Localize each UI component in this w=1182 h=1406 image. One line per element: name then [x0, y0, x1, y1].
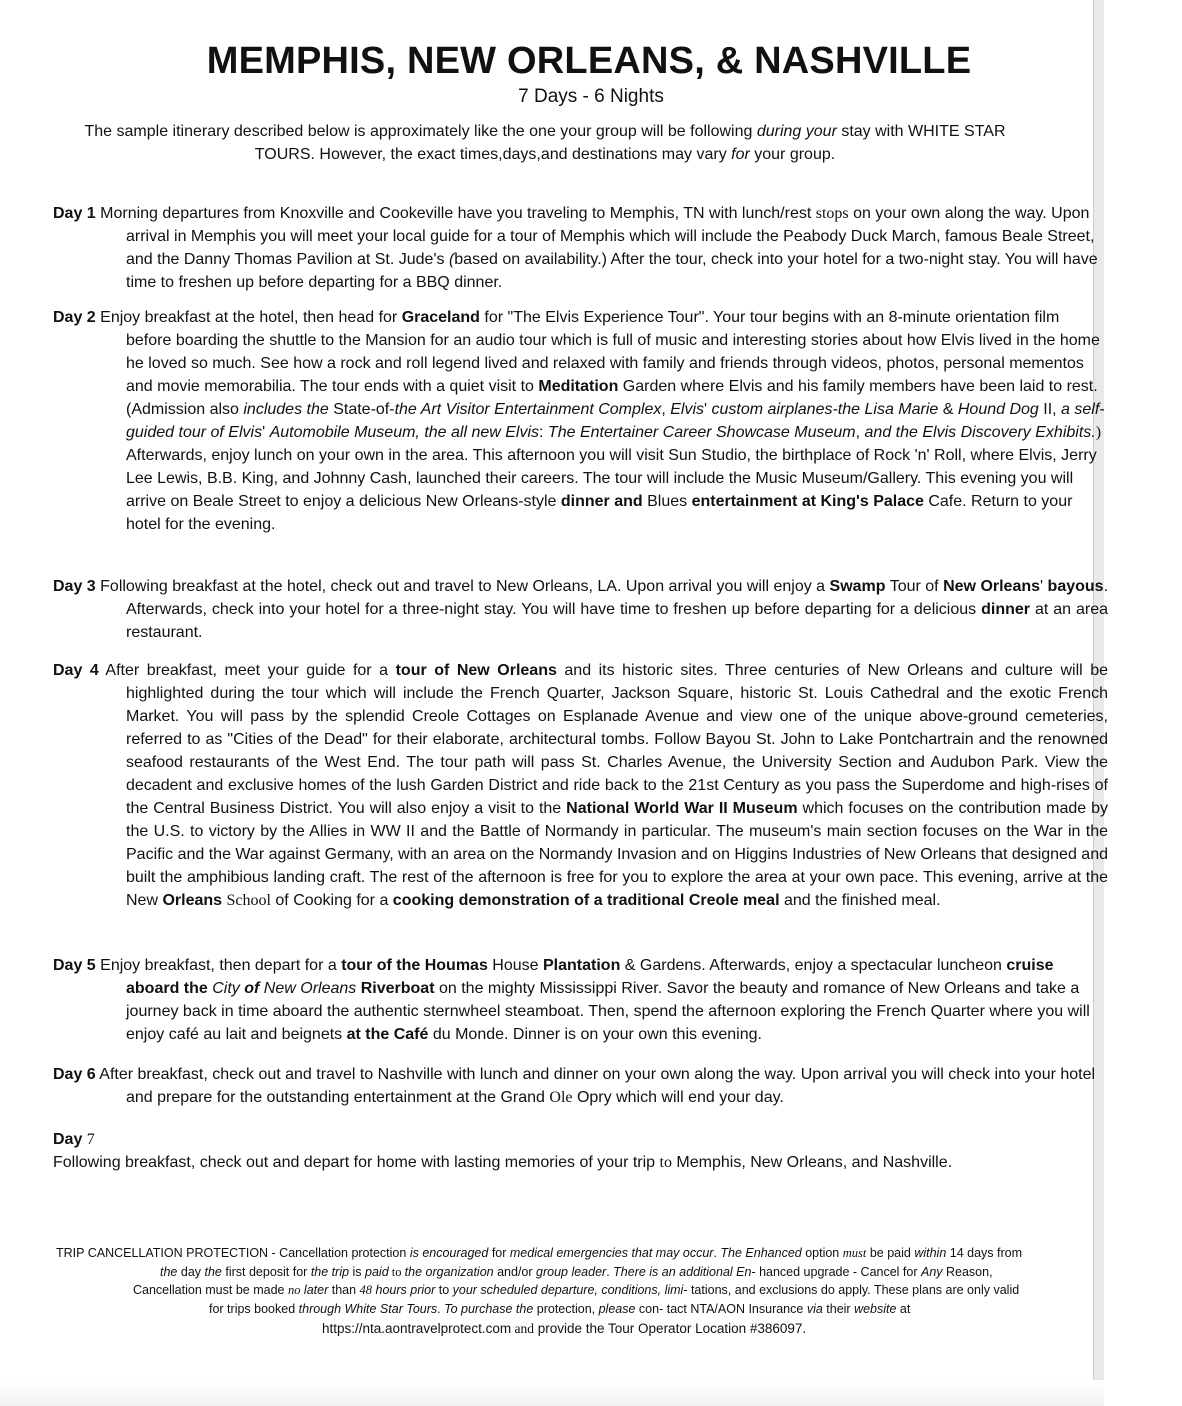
day-label: Day 4 — [53, 662, 99, 679]
footer-line: Cancellation must be made no later than 48 hours prior to your scheduled departure, conditions, limi- tations, and exclusions do apply. These plans are only valid — [133, 1283, 1020, 1297]
day-label: Day 1 — [53, 205, 96, 222]
day-2-paragraph: Day 2 Enjoy breakfast at the hotel, then head for Graceland for "The Elvis Experience Tour". Your tour begins with an 8-minute orientation film before boarding the shuttle to the Mansion for an audio tour which is full of music and interesting stories about how Elvis lived in the home he loved so much. See how a rock and roll legend lived and relaxed with family and friends through videos, photos, personal mementos and movie memorabilia. The tour ends with a quiet visit to Meditation Garden where Elvis and his family members have been laid to rest. (Admission also includes the State-of-the Art Visitor Entertainment Complex, Elvis' custom airplanes-the Lisa Marie & Hound Dog II, a self-guided tour of Elvis' Automobile Museum, the all new Elvis: The Entertainer Career Showcase Museum, and the Elvis Discovery Exhibits.) Afterwards, enjoy lunch on your own in the area. This afternoon you will visit Sun Studio, the birthplace of Rock 'n' Roll, where Elvis, Jerry Lee Lewis, B.B. King, and Johnny Cash, launched their careers. The tour will include the Music Museum/Gallery. This evening you will arrive on Beale Street to enjoy a delicious New Orleans-style dinner and Blues entertainment at King's Palace Cafe. Return to your hotel for the evening. — [53, 309, 1105, 533]
day-label: Day 3 — [53, 578, 96, 595]
page-title: MEMPHIS, NEW ORLEANS, & NASHVILLE — [206, 40, 972, 82]
day-label: Day 5 — [53, 957, 96, 974]
day-1-paragraph: Day 1 Morning departures from Knoxville and Cookeville have you traveling to Memphis, TN with lunch/rest stops on your own along the way. Upon arrival in Memphis you will meet your local guide for a tour of Memphis which will include the Peabody Duck March, famous Beale Street, and the Danny Thomas Pavilion at St. Jude's (based on availability.) After the tour, check into your hotel for a two-night stay. You will have time to freshen up before departing for a BBQ dinner. — [53, 205, 1098, 291]
footer-line: TRIP CANCELLATION PROTECTION - Cancellation protection is encouraged for medical emergencies that may occur. The Enhanced option must be paid within 14 days from — [56, 1246, 1023, 1260]
footer-line: the day the first deposit for the trip is paid to the organization and/or group leader. There is an additional En- hanced upgrade - Cancel for Any Reason, — [160, 1264, 993, 1279]
day-7-paragraph: Following breakfast, check out and depart for home with lasting memories of your trip to Memphis, New Orleans, and Nashville. — [53, 1154, 953, 1171]
day-3-paragraph: Day 3 Following breakfast at the hotel, check out and travel to New Orleans, LA. Upon arrival you will enjoy a Swamp Tour of New Orleans' bayous. Afterwards, check into your hotel for a three-night stay. You will have time to freshen up before departing for a delicious dinner at an area restaurant. — [53, 578, 1109, 641]
intro-paragraph: The sample itinerary described below is approximately like the one your group will be following during your stay with WHITE STAR TOURS. However, the exact times,days,and destinations may vary for your group. — [84, 123, 1006, 163]
cancellation-protection-footer — [40, 1244, 1050, 1339]
day-6-paragraph: Day 6 After breakfast, check out and travel to Nashville with lunch and dinner on your own along the way. Upon arrival you will check into your hotel and prepare for the outstanding entertainment at the Grand Ole Opry which will end your day. — [53, 1066, 1096, 1106]
day-5-paragraph: Day 5 Enjoy breakfast, then depart for a tour of the Houmas House Plantation & Gardens. Afterwards, enjoy a spectacular luncheon cruise aboard the City of New Orleans Riverboat on the mighty Mississippi River. Savor the beauty and romance of New Orleans and take a journey back in time aboard the authentic sternwheel steamboat. Then, spend the afternoon exploring the French Quarter where you will enjoy café au lait and beignets at the Café du Monde. Dinner is on your own this evening. — [53, 957, 1090, 1043]
footer-line: for trips booked through White Star Tours. To purchase the protection, please con- tact NTA/AON Insurance via their website at — [209, 1301, 911, 1316]
day-label: Day 2 — [53, 309, 96, 326]
page-bottom-shade — [0, 1380, 1104, 1406]
day-label: Day 6 — [53, 1066, 96, 1083]
day-4-paragraph: Day 4 After breakfast, meet your guide for a tour of New Orleans and its historic sites. Three centuries of New Orleans and culture will be highlighted during the tour which will include the French Quarter, Jackson Square, historic St. Louis Cathedral and the exotic French Market. You will pass by the splendid Creole Cottages on Esplanade Avenue and view one of the unique above-ground cemeteries, referred to as "Cities of the Dead" for their elaborate, architectural tombs. Follow Bayou St. John to Lake Pontchartrain and the renowned seafood restaurants of the West End. The tour path will pass St. Charles Avenue, the University Section and Audubon Park. View the decadent and exclusive homes of the lush Garden District and ride back to the 21st Century as you pass the Superdome and high-rises of the Central Business District. You will also enjoy a visit to the National World War II Museum which focuses on the contribution made by the U.S. to victory by the Allies in WW II and the Battle of Normandy in particular. The museum's main section focuses on the War in the Pacific and the War against Germany, with an area on the Normandy Invasion and on Higgins Industries of New Orleans that designed and built the amphibious landing craft. The rest of the afternoon is free for you to explore the area at your own pace. This evening, arrive at the New Orleans School of Cooking for a cooking demonstration of a traditional Creole meal and the finished meal. — [53, 662, 1109, 909]
footer-line: https://nta.aontravelprotect.com and provide the Tour Operator Location #386097. — [322, 1321, 807, 1336]
page-subtitle: 7 Days - 6 Nights — [518, 86, 664, 107]
day-7-heading: Day 7 — [53, 1131, 95, 1148]
insurance-url: https://nta.aontravelprotect.com — [322, 1321, 512, 1336]
